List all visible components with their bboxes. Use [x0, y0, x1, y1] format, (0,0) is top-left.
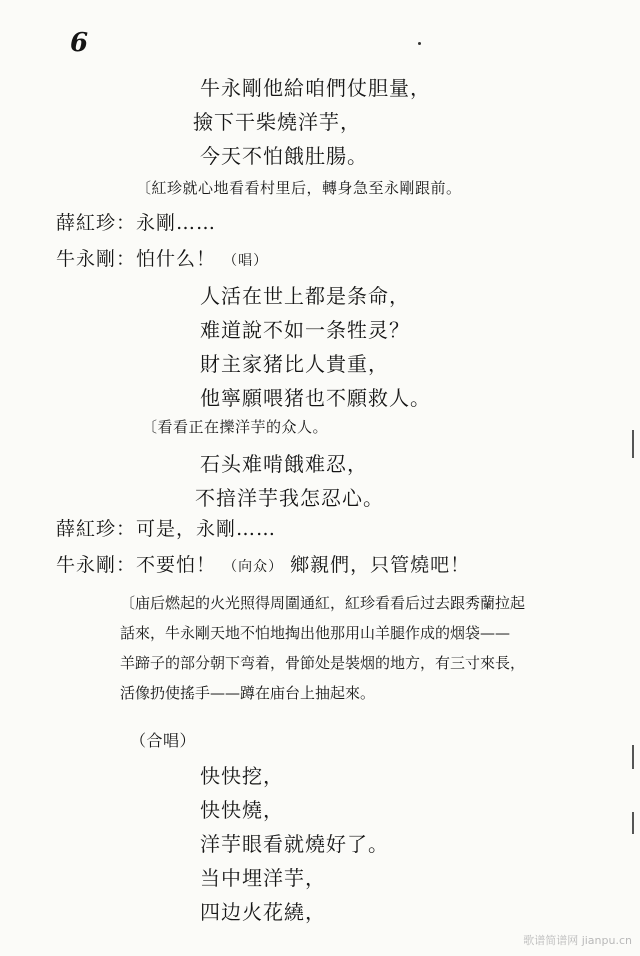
speaker-name: 牛永剛：: [56, 248, 137, 270]
sung-note: （唱）: [223, 253, 269, 269]
verse-line: 牛永剛他給咱們仗胆量，: [200, 76, 431, 100]
dialogue-line: [56, 514, 276, 541]
dialogue-text: 怕什么！: [136, 248, 217, 270]
dialogue-text: 鄉親們，只管燒吧！: [290, 554, 471, 576]
verse-line: 难道說不如一条牲灵？: [200, 318, 410, 342]
verse-line: 石头难啃餓难忍，: [200, 452, 368, 476]
verse-line: 今天不怕餓肚腸。: [200, 144, 368, 168]
dialogue-text: 不要怕！: [136, 554, 217, 576]
paragraph-line: 活像扔使搖手——蹲在庙台上抽起來。: [120, 684, 376, 702]
stage-paragraph: [120, 588, 606, 708]
chorus-label: （合唱）: [130, 731, 197, 750]
dialogue-line: [56, 244, 268, 271]
verse-line: 撿下干柴燒洋芋，: [193, 110, 361, 134]
speaker-name: 薛紅珍：: [56, 212, 137, 234]
stage-direction: 〔看看正在擽洋芋的众人。: [142, 418, 329, 436]
paragraph-line: 〔庙后燃起的火光照得周圍通紅，紅珍看看后过去跟秀蘭拉起: [120, 594, 526, 612]
watermark: 歌谱简谱网 jianpu.cn: [523, 934, 632, 947]
verse-line: 当中埋洋芋，: [200, 866, 326, 890]
scan-edge-mark: [632, 812, 634, 834]
scan-edge-mark: [632, 430, 634, 458]
verse-line: 四边火花繞，: [200, 900, 326, 924]
dialogue-line: [56, 550, 470, 577]
verse-line: 洋芋眼看就燒好了。: [200, 832, 389, 856]
verse-line: 人活在世上都是条命，: [200, 284, 410, 308]
paragraph-line: 話來，牛永剛天地不怕地掏出他那用山羊腿作成的烟袋——: [120, 624, 511, 642]
verse-line: 他寧願喂猪也不願救人。: [200, 386, 431, 410]
stage-note: （向众）: [223, 559, 284, 575]
speaker-name: 薛紅珍：: [56, 518, 137, 540]
ink-speck: [418, 42, 421, 45]
verse-line: 財主家猪比人貴重，: [200, 352, 389, 376]
dialogue-text: 可是，永剛……: [136, 518, 277, 540]
speaker-name: 牛永剛：: [56, 554, 137, 576]
stage-direction: 〔紅珍就心地看看村里后，轉身急至永剛跟前。: [136, 179, 462, 197]
dialogue-text: 永剛……: [136, 212, 217, 234]
verse-line: 快快挖，: [200, 764, 284, 788]
scan-edge-mark: [632, 745, 634, 769]
verse-line: 不揞洋芋我怎忍心。: [195, 486, 384, 510]
paragraph-line: 羊蹄子的部分朝下弯着，骨節处是裝烟的地方，有三寸來長，: [120, 654, 526, 672]
page-number: 6: [70, 28, 89, 58]
dialogue-line: [56, 208, 216, 235]
verse-line: 快快燒，: [200, 798, 284, 822]
